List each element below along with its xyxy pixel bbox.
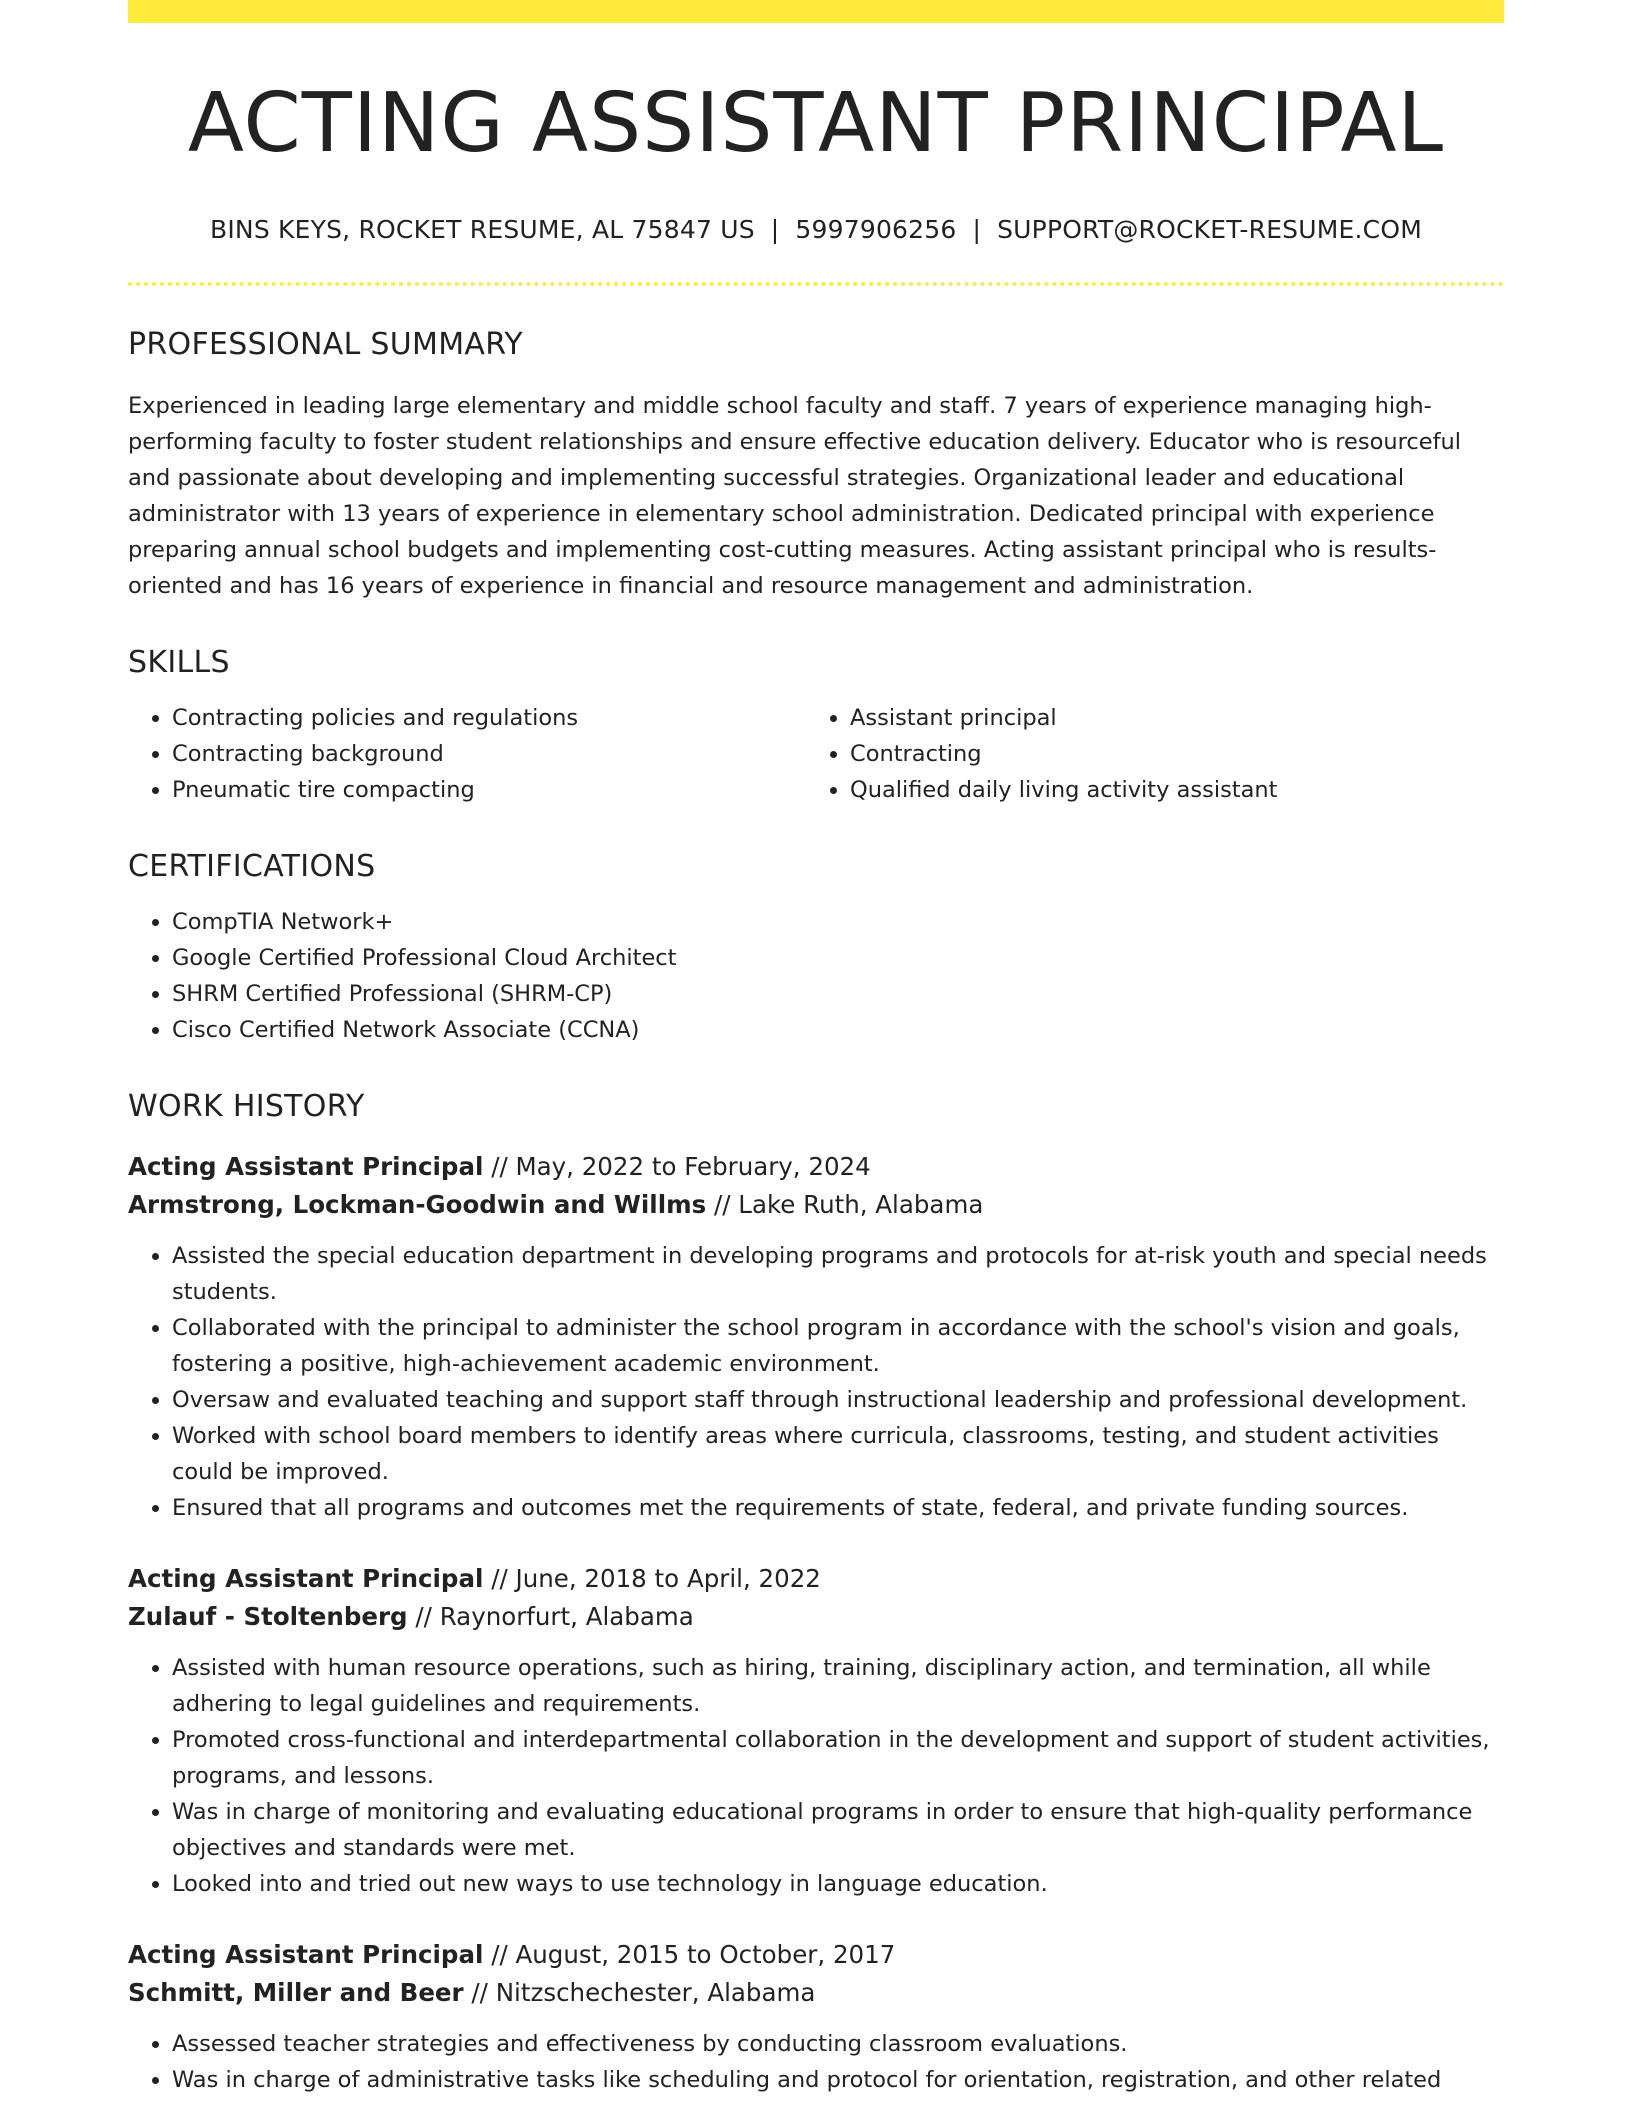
job-bullet: • Was in charge of administrative tasks like scheduling and protocol for orientation, registration, and other related — [172, 2062, 1504, 2098]
job-dates: // June, 2018 to April, 2022 — [483, 1564, 821, 1593]
job-entry — [128, 1148, 1504, 1526]
job-company: Zulauf - Stoltenberg — [128, 1602, 408, 1631]
job-title-line — [128, 1936, 1504, 1974]
job-bullet: • Assisted with human resource operations, such as hiring, training, disciplinary action, and termination, all while adhering to legal guidelines and requirements. — [172, 1650, 1504, 1722]
job-dates: // August, 2015 to October, 2017 — [483, 1940, 896, 1969]
contact-phone: 5997906256 — [795, 215, 957, 244]
job-bullet: • Promoted cross-functional and interdepartmental collaboration in the development and support of student activities, programs, and lessons. — [172, 1722, 1504, 1794]
job-location: // Nitzschechester, Alabama — [463, 1978, 816, 2007]
skill-item: • Qualified daily living activity assistant — [850, 772, 1548, 808]
job-company-line — [128, 1186, 1504, 1224]
certification-item: • CompTIA Network+ — [172, 904, 1504, 940]
job-location: // Raynorfurt, Alabama — [407, 1602, 694, 1631]
skills-list — [128, 700, 1504, 808]
job-role: Acting Assistant Principal — [128, 1152, 484, 1181]
job-dates: // May, 2022 to February, 2024 — [483, 1152, 871, 1181]
job-company: Schmitt, Miller and Beer — [128, 1978, 464, 2007]
job-bullet: • Looked into and tried out new ways to use technology in language education. — [172, 1866, 1504, 1902]
job-company: Armstrong, Lockman-Goodwin and Willms — [128, 1190, 707, 1219]
contact-address: BINS KEYS, ROCKET RESUME, AL 75847 US — [210, 215, 755, 244]
job-bullet: • Was in charge of monitoring and evaluating educational programs in order to ensure that high-quality performance objectives and standards were met. — [172, 1794, 1504, 1866]
resume-page — [128, 0, 1504, 2098]
job-bullet: • Worked with school board members to identify areas where curricula, classrooms, testing, and student activities could be improved. — [172, 1418, 1504, 1490]
job-bullet: • Collaborated with the principal to administer the school program in accordance with the school's vision and goals, fostering a positive, high-achievement academic environment. — [172, 1310, 1504, 1382]
job-company-line — [128, 1598, 1504, 1636]
job-role: Acting Assistant Principal — [128, 1940, 484, 1969]
skills-column-2 — [806, 700, 1548, 808]
resume-name: ACTING ASSISTANT PRINCIPAL — [187, 76, 1445, 171]
skill-item: • Contracting policies and regulations — [172, 700, 806, 736]
skill-item: • Assistant principal — [850, 700, 1548, 736]
contact-separator: | — [972, 215, 982, 244]
contact-separator: | — [770, 215, 780, 244]
certification-item: • Cisco Certified Network Associate (CCNA) — [172, 1012, 1504, 1048]
dotted-divider — [128, 282, 1504, 286]
summary-text: Experienced in leading large elementary and middle school faculty and staff. 7 years of experience managing high-performing faculty to foster student relationships and ensure effective education delivery. Educator who is resourceful and passionate about developing and implementing successful strategies. Organizational leader and educational administrator with 13 years of experience in elementary school administration. Dedicated principal with experience preparing annual school budgets and implementing cost-cutting measures. Acting assistant principal who is results-oriented and has 16 years of experience in financial and resource management and administration. — [128, 393, 1462, 599]
job-entry — [128, 1936, 1504, 2098]
job-bullets — [128, 1650, 1504, 1902]
accent-top-bar — [128, 0, 1504, 23]
job-entry — [128, 1560, 1504, 1902]
job-title-line — [128, 1560, 1504, 1598]
work-history-heading: WORK HISTORY — [128, 1089, 365, 1124]
certifications-heading: CERTIFICATIONS — [128, 849, 376, 884]
skills-heading: SKILLS — [128, 645, 230, 680]
skill-item: • Contracting — [850, 736, 1548, 772]
contact-email: SUPPORT@ROCKET-RESUME.COM — [997, 215, 1422, 244]
contact-line — [128, 217, 1504, 242]
job-bullets — [128, 1238, 1504, 1526]
skill-item: • Contracting background — [172, 736, 806, 772]
skills-column-1 — [128, 700, 806, 808]
summary-heading: PROFESSIONAL SUMMARY — [128, 327, 524, 362]
certification-item: • SHRM Certified Professional (SHRM-CP) — [172, 976, 1504, 1012]
certification-item: • Google Certified Professional Cloud Architect — [172, 940, 1504, 976]
job-location: // Lake Ruth, Alabama — [706, 1190, 984, 1219]
skill-item: • Pneumatic tire compacting — [172, 772, 806, 808]
job-bullet: • Oversaw and evaluated teaching and support staff through instructional leadership and professional development. — [172, 1382, 1504, 1418]
job-bullets — [128, 2026, 1504, 2098]
job-company-line — [128, 1974, 1504, 2012]
job-role: Acting Assistant Principal — [128, 1564, 484, 1593]
job-bullet: • Assessed teacher strategies and effectiveness by conducting classroom evaluations. — [172, 2026, 1504, 2062]
job-bullet: • Assisted the special education department in developing programs and protocols for at-risk youth and special needs students. — [172, 1238, 1504, 1310]
certifications-list — [128, 904, 1504, 1048]
job-title-line — [128, 1148, 1504, 1186]
job-bullet: • Ensured that all programs and outcomes met the requirements of state, federal, and private funding sources. — [172, 1490, 1504, 1526]
